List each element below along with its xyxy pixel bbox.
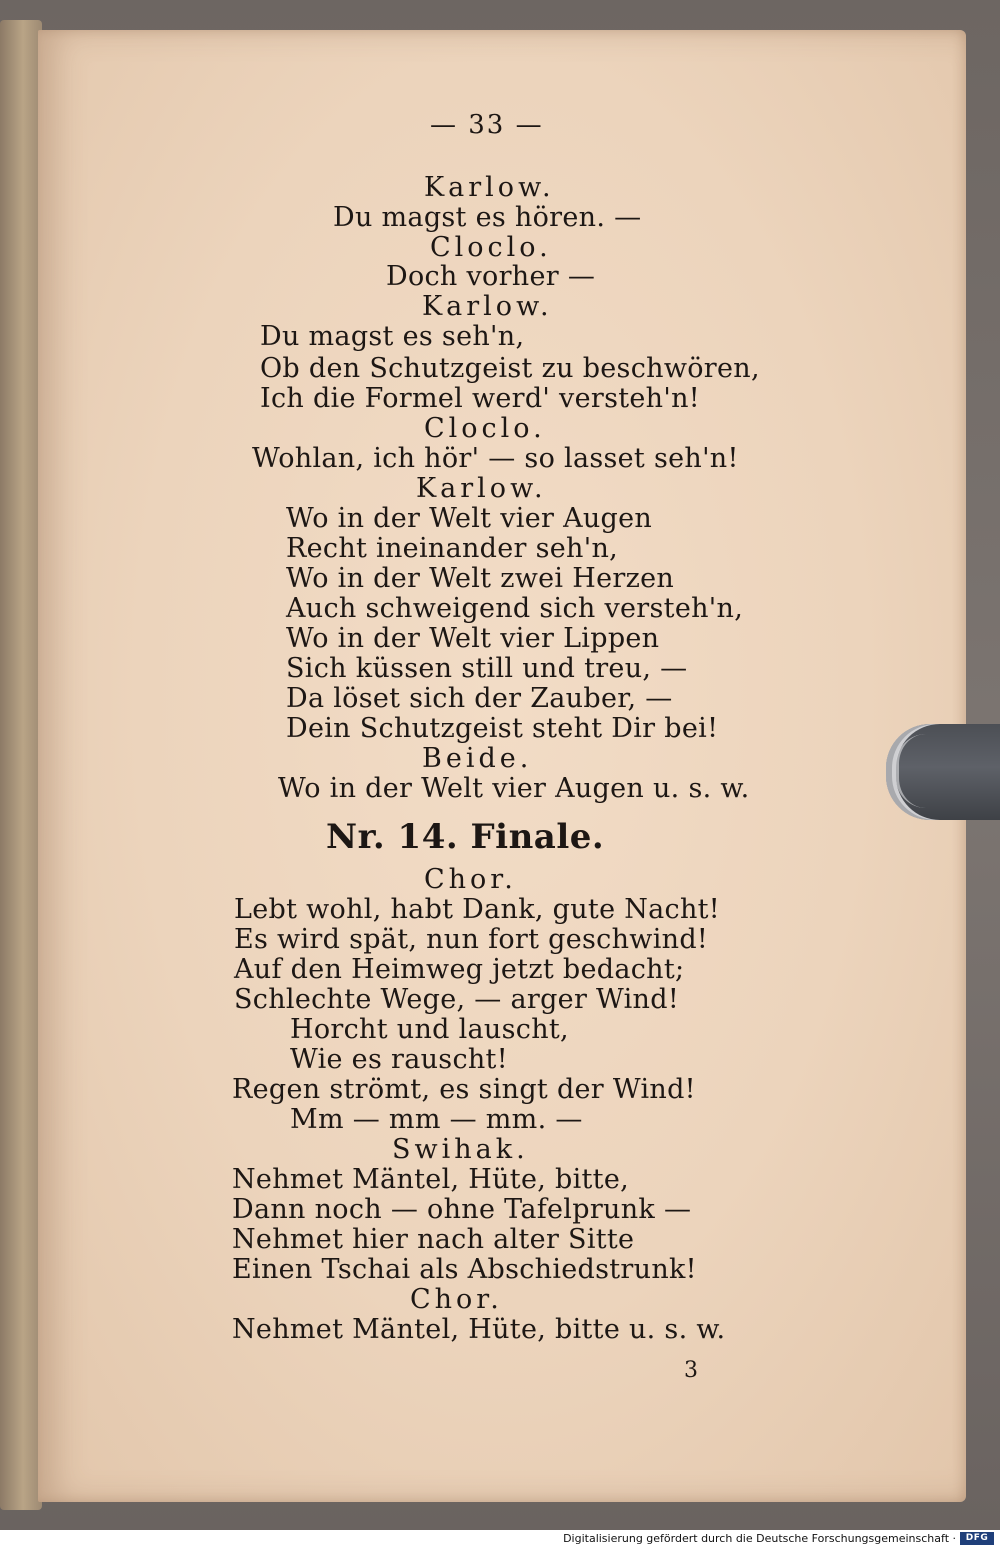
verse-line: Sich küssen still und treu, — [286, 653, 688, 684]
verse-line: Auch schweigend sich versteh'n, [286, 593, 744, 624]
verse-line: Es wird spät, nun fort geschwind! [234, 924, 709, 955]
verse-line: Nehmet hier nach alter Sitte [232, 1224, 635, 1255]
verse-line: Du magst es hören. — [333, 202, 642, 233]
verse-line: Wo in der Welt zwei Herzen [286, 563, 675, 594]
verse-line: Wie es rauscht! [290, 1044, 508, 1075]
verse-line: Mm — mm — mm. — [290, 1104, 583, 1135]
verse-line: Doch vorher — [386, 261, 596, 292]
signature-mark: 3 [684, 1358, 699, 1383]
verse-line: Schlechte Wege, — arger Wind! [234, 984, 679, 1015]
verse-line: Dein Schutzgeist steht Dir bei! [286, 713, 719, 744]
verse-line: Einen Tschai als Abschiedstrunk! [232, 1254, 697, 1285]
verse-line: Nehmet Mäntel, Hüte, bitte u. s. w. [232, 1314, 726, 1345]
footer-credit: Digitalisierung gefördert durch die Deutsche Forschungsgemeinschaft · [563, 1532, 956, 1545]
page-number: — 33 — [430, 110, 544, 140]
verse-line: Ob den Schutzgeist zu beschwören, [260, 353, 760, 384]
verse-line: Wo in der Welt vier Lippen [286, 623, 660, 654]
verse-line: Du magst es seh'n, [260, 321, 525, 352]
dfg-logo: DFG [960, 1532, 994, 1545]
verse-line: Horcht und lauscht, [290, 1014, 569, 1045]
verse-line: Wohlan, ich hör' — so lasset seh'n! [252, 443, 739, 474]
verse-line: Lebt wohl, habt Dank, gute Nacht! [234, 894, 720, 925]
verse-line: Dann noch — ohne Tafelprunk — [232, 1194, 692, 1225]
speaker-karlow: Karlow. [422, 291, 553, 322]
speaker-karlow: Karlow. [424, 172, 555, 203]
verse-line: Da löset sich der Zauber, — [286, 683, 673, 714]
verse-line: Nehmet Mäntel, Hüte, bitte, [232, 1164, 629, 1195]
speaker-chor: Chor. [424, 864, 517, 895]
verse-line: Wo in der Welt vier Augen [286, 503, 653, 534]
verse-line: Regen strömt, es singt der Wind! [232, 1074, 696, 1105]
speaker-karlow: Karlow. [416, 473, 547, 504]
speaker-swihak: Swihak. [392, 1134, 529, 1165]
speaker-cloclo: Cloclo. [430, 232, 552, 263]
verse-line: Recht ineinander seh'n, [286, 533, 619, 564]
section-heading: Nr. 14. Finale. [326, 817, 605, 857]
verse-line: Auf den Heimweg jetzt bedacht; [234, 954, 685, 985]
speaker-beide: Beide. [422, 743, 533, 774]
speaker-chor: Chor. [410, 1284, 503, 1315]
verse-line: Ich die Formel werd' versteh'n! [260, 383, 700, 414]
verse-line: Wo in der Welt vier Augen u. s. w. [278, 773, 750, 804]
speaker-cloclo: Cloclo. [424, 413, 546, 444]
